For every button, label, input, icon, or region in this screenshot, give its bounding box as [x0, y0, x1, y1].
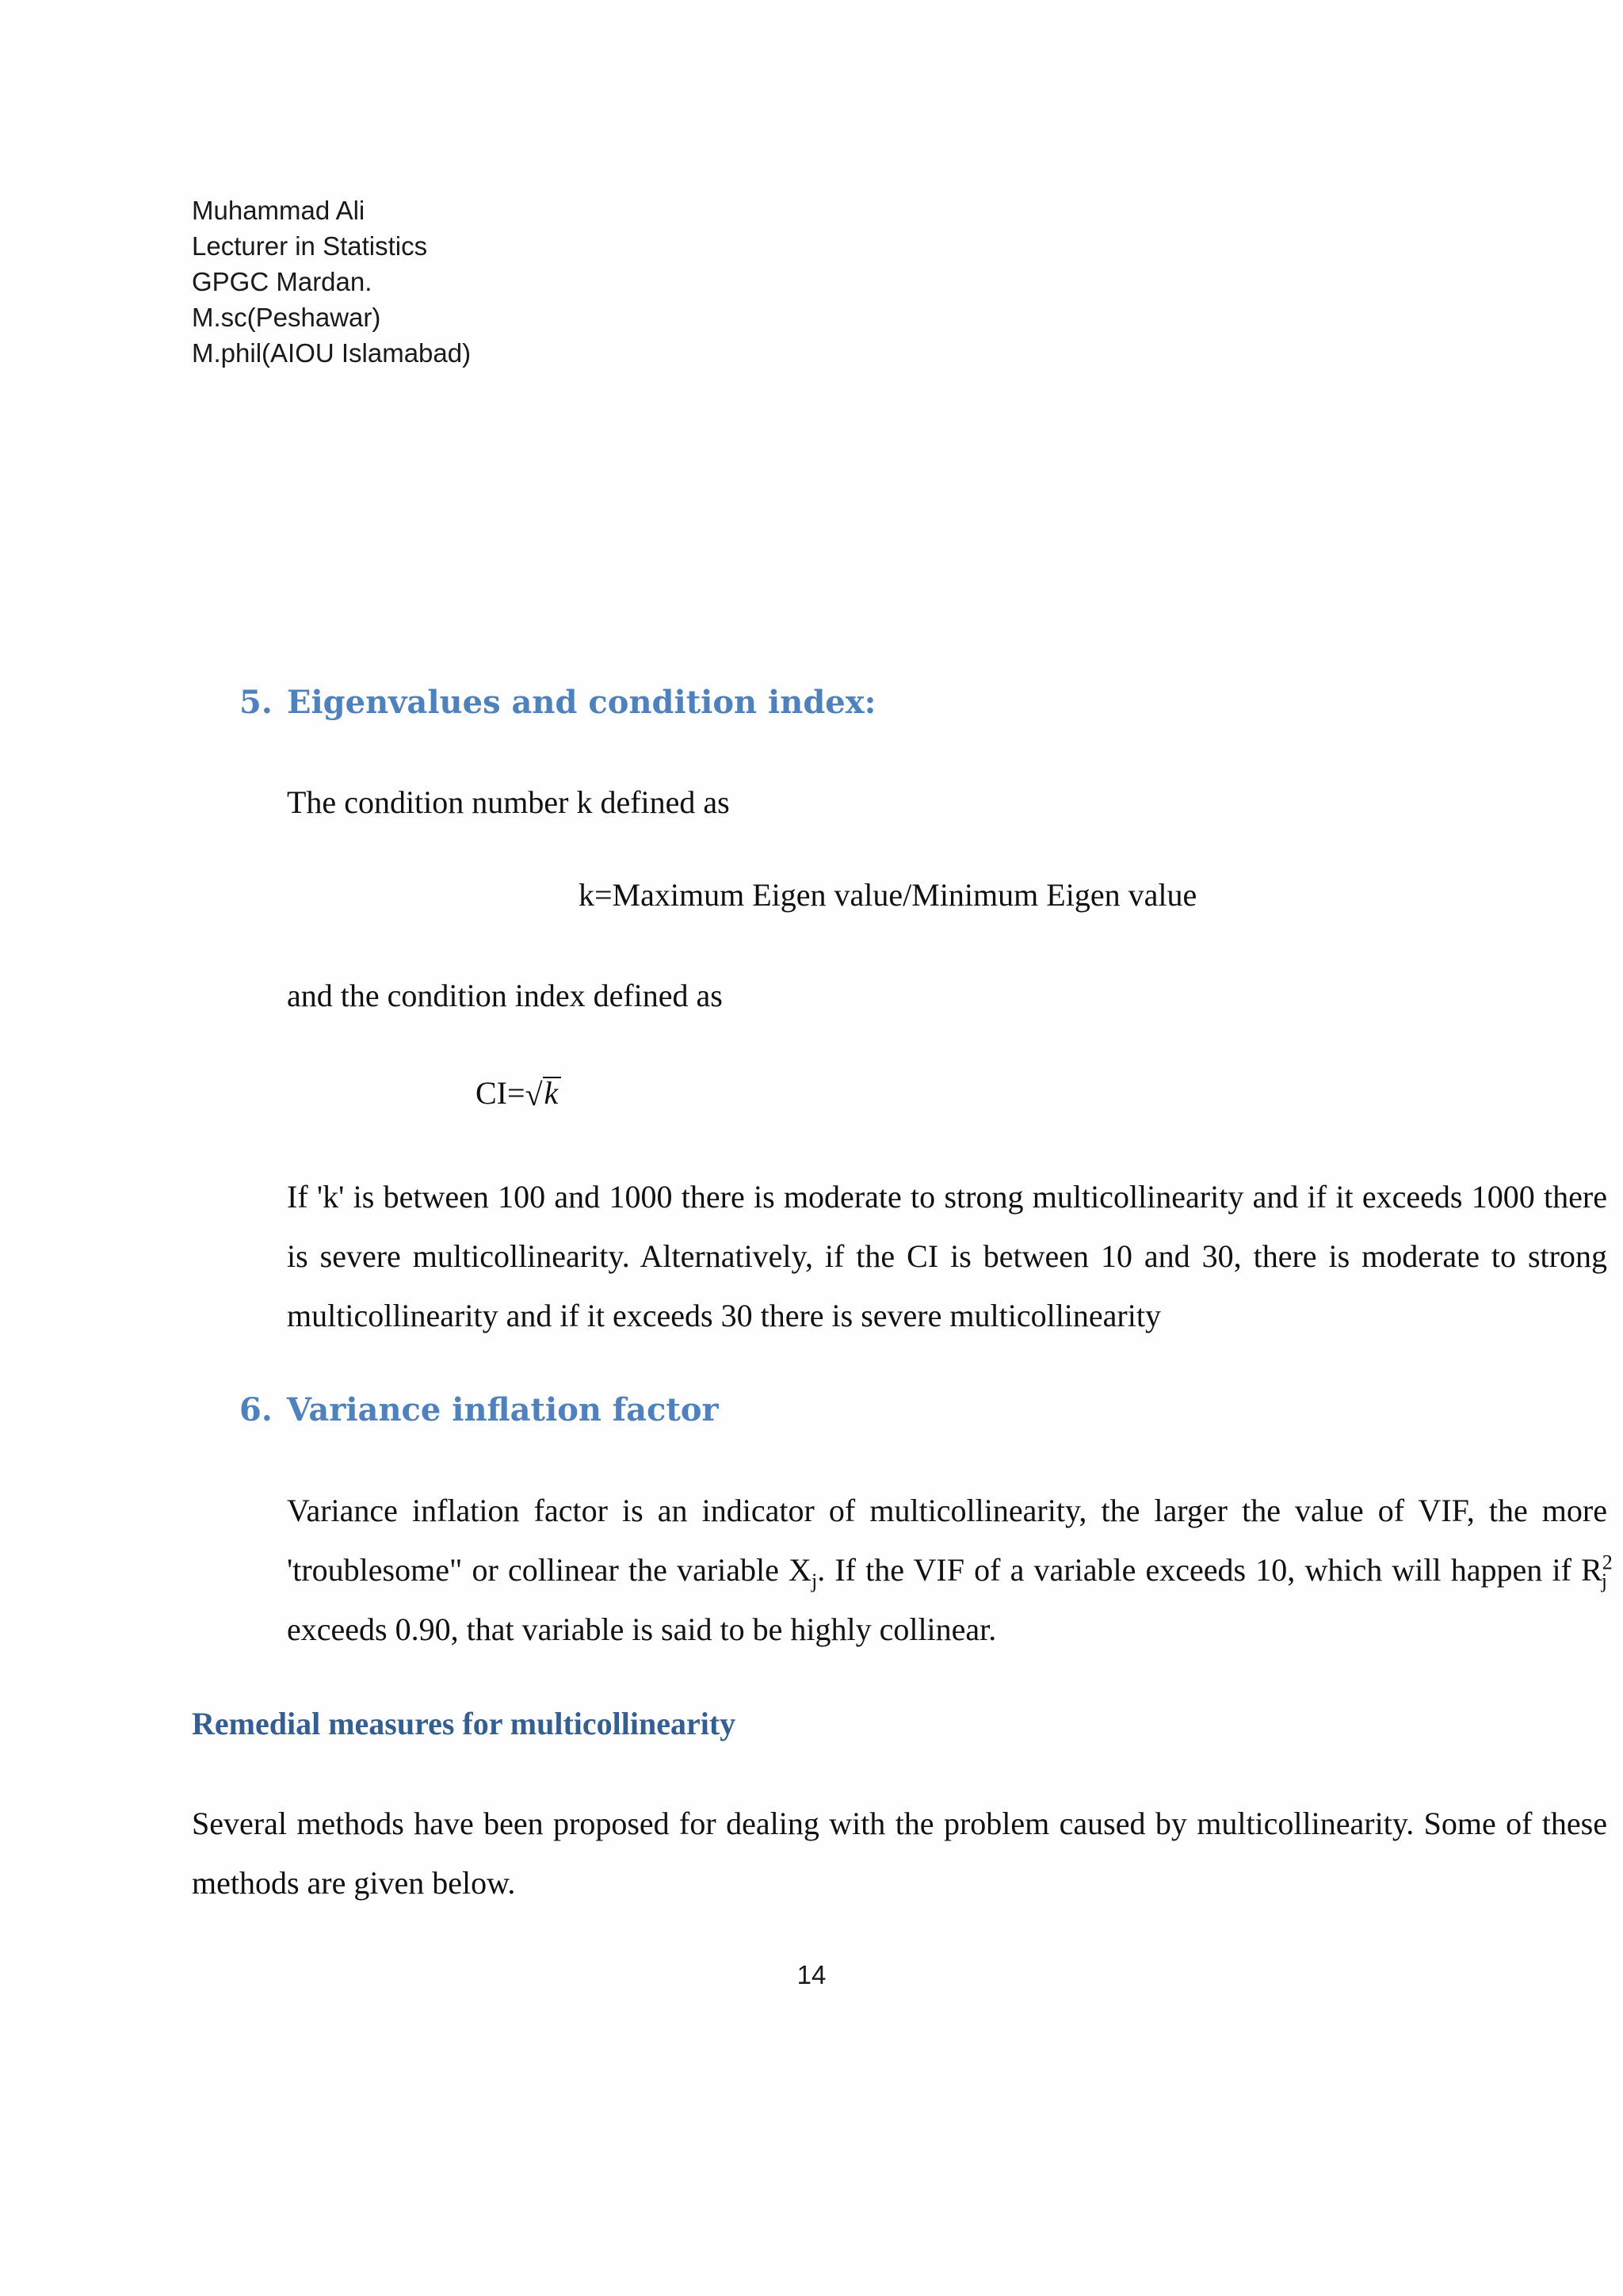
vif-paragraph: [287, 1481, 1613, 1659]
superscript-2: 2: [1602, 1550, 1613, 1574]
author-header: [192, 193, 471, 371]
condition-paragraph: If 'k' is between 100 and 1000 there is moderate to strong multicollinearity and if it exceeds 1000 there is severe multicollinearity. Alternatively, if the CI is between 10 and 30, there is moderate to strong multicollinearity and if it exceeds 30 there is severe multicollinearity: [287, 1179, 1607, 1333]
section-5-heading: [239, 684, 876, 721]
radicand-k: k: [543, 1077, 562, 1108]
radical-sign: √: [525, 1077, 543, 1112]
section-5-title: Eigenvalues and condition index:: [287, 684, 876, 721]
author-name: Muhammad Ali: [192, 196, 365, 225]
condition-index-intro: and the condition index defined as: [287, 978, 723, 1013]
section-6-title: Variance inflation factor: [287, 1391, 719, 1428]
section-5-number: 5.: [239, 684, 273, 721]
vif-text-3: exceeds 0.90, that variable is said to be highly collinear.: [287, 1611, 997, 1647]
subscript-j: j: [811, 1569, 818, 1592]
author-institution: GPGC Mardan.: [192, 267, 372, 296]
author-degree-msc: M.sc(Peshawar): [192, 303, 381, 332]
author-position: Lecturer in Statistics: [192, 231, 428, 261]
section-6-number: 6.: [239, 1391, 273, 1428]
condition-number-intro: The condition number k defined as: [287, 784, 730, 820]
condition-number-formula: k=Maximum Eigen value/Minimum Eigen value: [579, 877, 1197, 913]
remedial-paragraph: Several methods have been proposed for dealing with the problem caused by multicollinearity. Some of these methods are given below.: [192, 1806, 1607, 1901]
author-degree-mphil: M.phil(AIOU Islamabad): [192, 338, 472, 368]
ci-lhs: CI=: [475, 1075, 525, 1111]
page-number: 14: [796, 1960, 827, 1989]
sqrt-k: [525, 1074, 562, 1112]
vif-text-2: . If the VIF of a variable exceeds 10, which will happen if R: [817, 1552, 1602, 1588]
vif-text-1: Variance inflation factor is an indicator of multicollinearity, the larger the value of VIF, the more 'troublesome" or collinear the variable X: [287, 1493, 1607, 1588]
remedial-heading: Remedial measures for multicollinearity: [192, 1706, 736, 1741]
subscript-j-r: j: [1601, 1569, 1607, 1592]
section-6-heading: [239, 1391, 719, 1428]
condition-index-formula: [475, 1074, 561, 1112]
